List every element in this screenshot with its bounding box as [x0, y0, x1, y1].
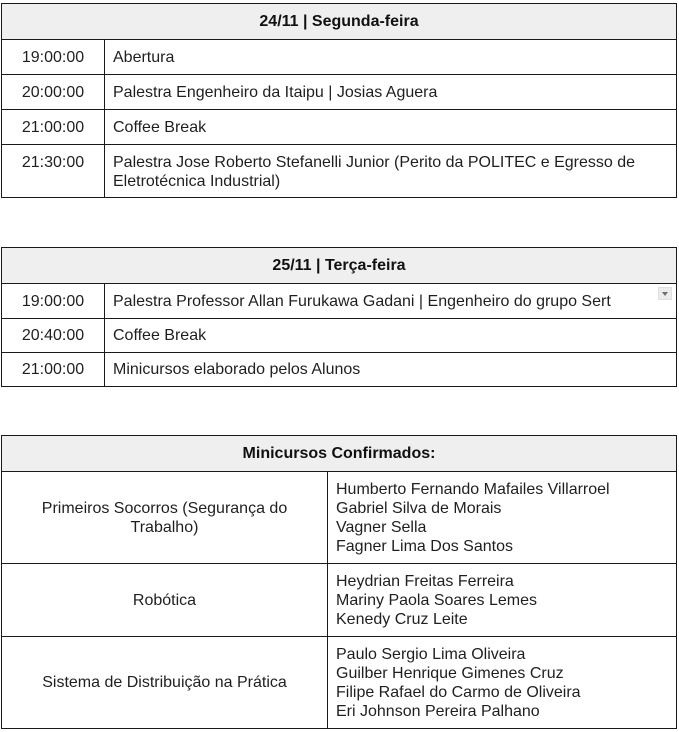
instructor-name: Gabriel Silva de Morais [336, 500, 502, 517]
table-row [2, 353, 677, 387]
table-row [2, 564, 677, 637]
names-cell [328, 637, 677, 729]
activity-cell: Coffee Break [105, 110, 677, 145]
course-cell: Robótica [2, 564, 328, 637]
table-row [2, 319, 677, 353]
table-row [2, 284, 677, 319]
table-row [2, 75, 677, 110]
course-cell: Primeiros Socorros (Segurança do Trabalho) [2, 472, 328, 564]
activity-cell: Palestra Engenheiro da Itaipu | Josias Aguera [105, 75, 677, 110]
instructor-name: Guilber Henrique Gimenes Cruz [336, 665, 564, 682]
instructor-name: Kenedy Cruz Leite [336, 611, 468, 628]
instructor-name: Filipe Rafael do Carmo de Oliveira [336, 684, 581, 701]
dropdown-arrow-icon[interactable] [658, 287, 672, 300]
activity-cell: Palestra Jose Roberto Stefanelli Junior (Perito da POLITEC e Egresso de Eletrotécnica Industrial) [105, 145, 677, 198]
time-cell: 21:00:00 [2, 110, 105, 145]
table-row [2, 40, 677, 75]
table-header-row [2, 436, 677, 472]
table-row [2, 145, 677, 198]
table-header-row [2, 248, 677, 284]
activity-text: Palestra Professor Allan Furukawa Gadani | Engenheiro do grupo Sert [113, 292, 611, 310]
table-row [2, 637, 677, 729]
names-cell [328, 564, 677, 637]
time-cell: 20:40:00 [2, 319, 105, 353]
activity-cell: Abertura [105, 40, 677, 75]
activity-cell: Minicursos elaborado pelos Alunos [105, 353, 677, 387]
activity-cell [105, 284, 677, 319]
day1-title: 24/11 | Segunda-feira [2, 4, 677, 40]
table-row [2, 472, 677, 564]
day2-title: 25/11 | Terça-feira [2, 248, 677, 284]
instructor-name: Fagner Lima Dos Santos [336, 538, 513, 555]
time-cell: 19:00:00 [2, 40, 105, 75]
instructor-name: Vagner Sella [336, 519, 427, 536]
instructor-name: Humberto Fernando Mafailes Villarroel [336, 481, 610, 498]
activity-cell: Coffee Break [105, 319, 677, 353]
minicursos-title: Minicursos Confirmados: [2, 436, 677, 472]
instructor-name: Heydrian Freitas Ferreira [336, 573, 514, 590]
instructor-name: Eri Johnson Pereira Palhano [336, 703, 540, 720]
table-header-row [2, 4, 677, 40]
schedule-table-day2 [1, 247, 677, 387]
course-cell: Sistema de Distribuição na Prática [2, 637, 328, 729]
time-cell: 19:00:00 [2, 284, 105, 319]
time-cell: 21:30:00 [2, 145, 105, 198]
instructor-name: Paulo Sergio Lima Oliveira [336, 646, 526, 663]
schedule-table-day1 [1, 3, 677, 198]
names-cell [328, 472, 677, 564]
minicursos-table [1, 435, 677, 729]
instructor-name: Mariny Paola Soares Lemes [336, 592, 537, 609]
table-row [2, 110, 677, 145]
time-cell: 21:00:00 [2, 353, 105, 387]
time-cell: 20:00:00 [2, 75, 105, 110]
